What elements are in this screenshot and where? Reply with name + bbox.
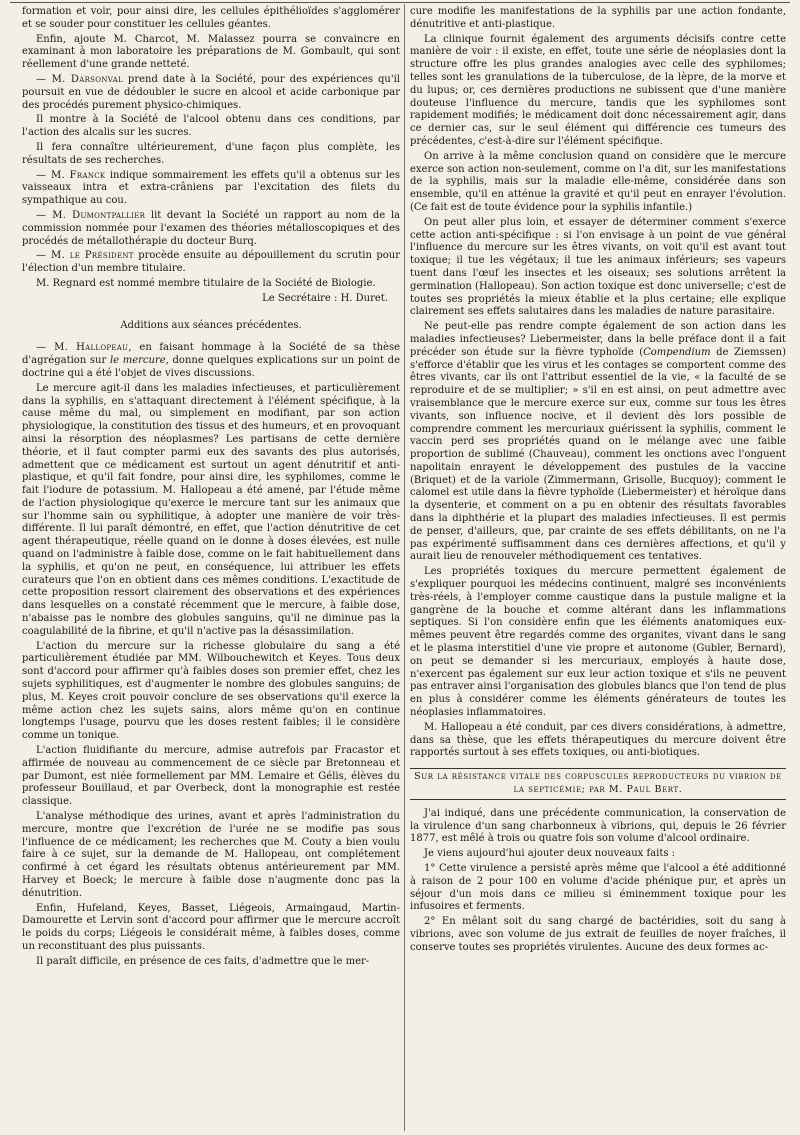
speaker-name: — M. le Président xyxy=(36,250,134,262)
right-column xyxy=(410,6,786,1129)
secretary-signature: Le Secrétaire : H. Duret. xyxy=(262,292,388,304)
paragraph: 2° En mêlant soit du sang chargé de bactéridies, soit du sang à vibrions, avec son volume de jus extrait de feuilles de noyer fraîches, il conserve toutes ses propriétés virulentes. Aucune des deux formes ac- xyxy=(410,916,786,953)
paragraph: Les propriétés toxiques du mercure permettent également de s'expliquer pourquoi les médecins continuent, malgré ses inconvénients très-réels, à l'employer comme caustique dans la pustule maligne et la gangrène de la bouche et comme altérant dans les inflammations septiques. Si l'on considère enfin que les éléments anatomiques eux-mêmes peuvent être regardés comme des organites, vivant dans le sang et le plasma interstitiel d'une vie propre et autonome (Gubler, Bernard), on peut se demander si les mercuriaux, employés à haute dose, n'exercent pas également sur eux leur action toxique et s'ils ne peuvent pas entraver ainsi l'organisation des globules blancs que l'on tend de plus en plus à considérer comme les éléments générateurs de toutes les néoplasies inflammatoires. xyxy=(410,566,786,719)
paragraph-text: procède ensuite au dépouillement du scrutin pour l'élection d'un membre titulaire. xyxy=(22,250,400,275)
paragraph-text: Ne peut-elle pas rendre compte également de son action dans les maladies infectieuses? Liebermeister, dans la belle préface dont il a fait précéder son étude sur la fièvre typhoïde ( xyxy=(410,321,786,358)
paragraph: formation et voir, pour ainsi dire, les cellules épithélioïdes s'agglomérer et se souder pour constituer les cellules géantes. xyxy=(22,6,400,30)
article-author: ; par M. Paul Bert. xyxy=(581,784,683,796)
paragraph-text: donne quelques explications sur un point de doctrine qui a été l'objet de vives discussions. xyxy=(22,355,400,379)
section-heading: Additions aux séances précédentes. xyxy=(120,319,302,331)
paragraph: cure modifie les manifestations de la syphilis par une action fondante, dénutritive et anti-plastique. xyxy=(410,6,786,30)
paragraph: 1° Cette virulence a persisté après même que l'alcool a été additionné à raison de 2 pour 100 en volume d'acide phénique pur, et après un séjour d'un mois dans ce milieu si éminemment toxique pour les infusoires et ferments. xyxy=(410,863,786,913)
article-title xyxy=(410,768,786,800)
paragraph: Enfin, ajoute M. Charcot, M. Malassez pourra se convaincre en examinant à mon laboratoire les préparations de M. Gombault, qui sont réellement d'une grande netteté. xyxy=(22,33,400,71)
paragraph: L'analyse méthodique des urines, avant et après l'administration du mercure, montre que l'excrétion de l'urée ne se modifie pas sous l'influence de ce médicament; les recherches que M. Couty a bien voulu faire à ce sujet, sur la demande de M. Hallopeau, ont complétement confirmé à cet égard les résultats obtenus antérieurement par MM. Harvey et Boeck; le mercure à faible dose n'augmente donc pas la dénutrition. xyxy=(22,811,400,899)
left-column xyxy=(22,6,400,1129)
top-rule xyxy=(10,2,790,3)
column-divider xyxy=(404,4,405,1131)
paragraph: Le mercure agit-il dans les maladies infectieuses, et particulièrement dans la syphilis, en s'attaquant directement à l'élément spécifique, à la cause même du mal, ou simplement en modifiant, par son action physiologique, la constitution des tissus et des humeurs, et en provoquant ainsi la résorption des néoplasmes? Les partisans de cette dernière théorie, et il faut compter parmi eux des savants des plus autorisés, admettent que ce médicament est surtout un agent dénutritif et anti-plastique, et qu'il fait fondre, pour ainsi dire, les syphilomes, comme le fait l'iodure de potassium. M. Hallopeau a été amené, par l'étude même de l'action physiologique qu'exerce le mercure tant sur les animaux que sur l'homme sain ou syphilitique, à adopter une manière de voir très-différente. Il lui paraît démontré, en effet, que l'action dénutritive de cet agent thérapeutique, réelle quand on le donne à doses élevées, est nulle quand on l'administre à faible dose, comme on le fait habituellement dans la syphilis, et qu'on ne peut, en conséquence, lui attribuer les effets curateurs que l'on en obtient dans ces mêmes conditions. L'exactitude de cette proposition ressort clairement des observations et des expériences dans lesquelles on a constaté récemment que le mercure, à faible dose, n'abaisse pas le nombre des globules sanguins, qu'il ne diminue pas la coagulabilité de la fibrine, et qu'il n'active pas la désassimilation. xyxy=(22,382,400,637)
speaker-name: — M. Darsonval xyxy=(36,73,123,85)
paragraph: On arrive à la même conclusion quand on considère que le mercure exerce son action non-seulement, comme on l'a dit, sur les manifestations de la syphilis, mais sur la maladie elle-même, considérée dans son ensemble, qu'il en atténue la gravité et qu'il peut en enrayer l'évolution. (Ce fait est de toute évidence pour la syphilis infantile.) xyxy=(410,150,786,213)
paragraph: La clinique fournit également des arguments décisifs contre cette manière de voir : il existe, en effet, toute une série de néoplasies dont la structure offre les plus grandes analogies avec celle des syphilomes; telles sont les granulations de la tuberculose, de la lèpre, de la morve et du lupus; or, ces dernières productions ne subissent que d'une manière douteuse l'influence du mercure, tandis que les syphilomes sont rapidement modifiés; le médicament doit donc nécessairement agir, dans ce dernier cas, sur le seul élément qui différencie ces tumeurs des précédentes, c'est-à-dire sur l'élément spécifique. xyxy=(410,33,786,147)
paragraph: M. Hallopeau a été conduit, par ces divers considérations, à admettre, dans sa thèse, que les effets thérapeutiques du mercure doivent être rapportés surtout à ses effets toxiques, ou anti-biotiques. xyxy=(410,721,786,759)
paragraph xyxy=(410,321,786,564)
paragraph: Enfin, Hufeland, Keyes, Basset, Liégeois, Armaingaud, Martin-Damourette et Lervin sont d'accord pour affirmer que le mercure accroît le poids du corps; Liégeois le considérait même, à faibles doses, comme un reconstituant des plus puissants. xyxy=(22,902,400,952)
paragraph: On peut aller plus loin, et essayer de déterminer comment s'exerce cette action anti-spécifique : si l'on envisage à un point de vue général l'influence du mercure sur les êtres vivants, on voit qu'il est avant tout toxique; il tue les végétaux; il tue les animaux inférieurs; ses vapeurs tuent dans l'œuf les insectes et les oiseaux; ses solutions arrêtent la germination (Hallopeau). Son action toxique est donc universelle; c'est de toutes ses propriétés la mieux établie et la plus certaine; elle explique clairement ses effets salutaires dans les maladies de nature parasitaire. xyxy=(410,216,786,318)
paragraph xyxy=(22,342,400,380)
paragraph xyxy=(22,250,400,276)
paragraph-text: en faisant hommage à la Société de sa thèse d'agrégation sur xyxy=(22,342,400,367)
paragraph: Il montre à la Société de l'alcool obtenu dans ces conditions, par l'action des alcalis sur les sucres. xyxy=(22,114,400,139)
paragraph xyxy=(22,210,400,248)
article-title-text: Sur la résistance vitale des corpuscules reproducteurs du vibrion de la septicémie xyxy=(414,771,782,796)
paragraph: Il paraît difficile, en présence de ces faits, d'admettre que le mer- xyxy=(36,955,370,967)
speaker-name: — M. Dumontpallier xyxy=(36,209,146,221)
paragraph: Je viens aujourd'hui ajouter deux nouveaux faits : xyxy=(424,848,676,860)
paragraph xyxy=(22,74,400,112)
paragraph xyxy=(22,170,400,208)
paragraph: M. Regnard est nommé membre titulaire de la Société de Biologie. xyxy=(36,277,376,289)
paragraph-text: de Ziemssen) s'efforce d'établir que les virus et les contages se comportent comme des êtres vivants, car ils ont l'attribut essentiel de la vie, « la faculté de se reproduire et de se multiplier; » s'il en est ainsi, on peut admettre avec vraisemblance que le mercure exerce sur eux, comme sur tous les êtres vivants, son influence nocive, et il devient dès lors possible de comprendre comment les mercuriaux guérissent la syphilis, comment le vaccin perd ses propriétés quand on le mélange avec une faible proportion de sublimé (Chauveau), comment les onctions avec l'onguent napolitain enrayent le développement des pustules de la vaccine (Briquet) et de la variole (Zimmermann, Grisolle, Bucquoy); comment le calomel est utile dans la fièvre typhoïde (Liebermeister) et héroïque dans la dysenterie, et comment on a pu en obtenir des résultats favorables dans la diphthérie et la plupart des maladies infectieuses. Il est permis de penser, d'ailleurs, que, par crainte de ses effets débilitants, on ne l'a pas expérimenté suffisamment dans ces dernières affections, et qu'il y aurait lieu de renouveler méthodiquement ces tentatives. xyxy=(410,346,787,563)
paragraph: L'action du mercure sur la richesse globulaire du sang a été particulièrement étudiée par MM. Wilbouchewitch et Keyes. Tous deux sont d'accord pour affirmer qu'à faibles doses son premier effet, chez les sujets syphilitiques, est d'augmenter le nombre des globules sanguins; de plus, M. Keyes croit pouvoir conclure de ses observations qu'il exerce la même action chez les sujets sains, alors même qu'on en continue longtemps l'usage, pourvu que les doses restent faibles; il le considère comme un tonique. xyxy=(22,640,400,742)
italic-title: Compendium xyxy=(643,346,711,358)
paragraph-text: indique sommairement les effets qu'il a obtenus sur les vaisseaux intra et extra-crâniens par l'excitation des filets du sympathique au cou. xyxy=(22,169,400,207)
speaker-name: — M. Franck xyxy=(36,169,106,181)
paragraph: L'action fluidifiante du mercure, admise autrefois par Fracastor et affirmée de nouveau au commencement de ce siècle par Bretonneau et par Dumont, est niée formellement par MM. Lemaire et Gélis, élèves du professeur Bouillaud, et par Overbeck, dont la monographie est restée classique. xyxy=(22,745,400,808)
italic-title: le mercure, xyxy=(109,355,169,367)
paragraph: Il fera connaître ultérieurement, d'une façon plus complète, les résultats de ses recherches. xyxy=(22,141,400,166)
speaker-name: — M. Hallopeau, xyxy=(36,342,132,354)
paragraph: J'ai indiqué, dans une précédente communication, la conservation de la virulence d'un sang charbonneux à vibrions, qui, depuis le 26 février 1877, est mêlé à trois ou quatre fois son volume d'alcool ordinaire. xyxy=(410,807,786,845)
paragraph-text: lit devant la Société un rapport au nom de la commission nommée pour l'examen des théories métalloscopiques et des procédés de métallothérapie du docteur Burq. xyxy=(22,209,400,247)
paragraph-text: prend date à la Société, pour des expériences qu'il poursuit en vue de dédoubler le sucre en alcool et acide carbonique par des procédés purement physico-chimiques. xyxy=(22,73,400,111)
